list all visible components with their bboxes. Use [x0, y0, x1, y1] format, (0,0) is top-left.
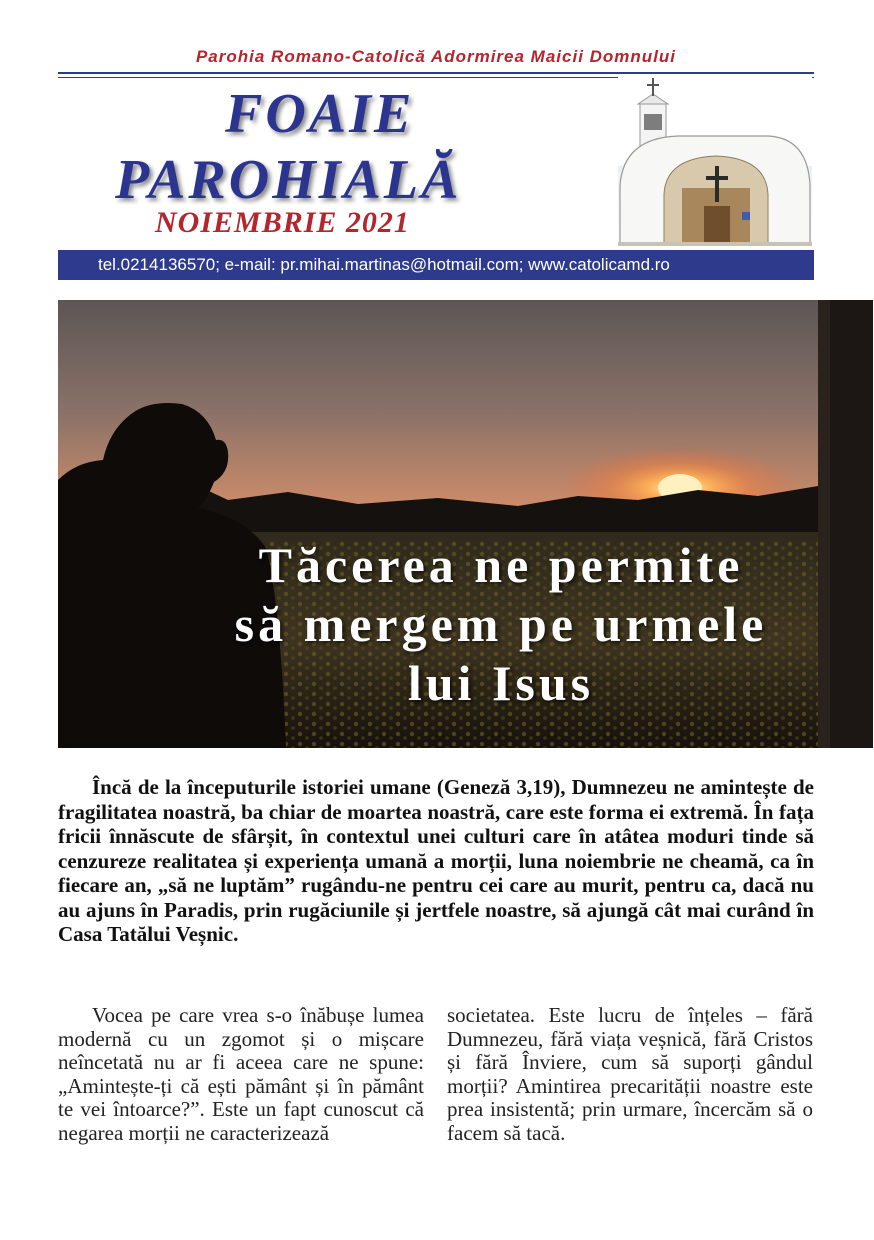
headline-line-1: Tăcerea ne permite	[258, 537, 744, 593]
headline-line-3: lui Isus	[407, 655, 595, 711]
cover-headline	[181, 536, 821, 713]
masthead-title-line2: PAROHIALĂ	[115, 149, 462, 211]
parish-name: Parohia Romano-Catolică Adormirea Maicii Domnului	[195, 47, 677, 66]
masthead-title-line1: FOAIE	[225, 83, 415, 145]
issue-date: NOIEMBRIE 2021	[155, 206, 410, 239]
lead-paragraph: Încă de la începuturile istoriei umane (Geneză 3,19), Dumnezeu ne amintește de fragilitatea noastră, ba chiar de moartea noastră, care este forma ei extremă. În fața fricii înnăscute de sfârșit, în contextul unei culturi care în atâtea moduri tinde să cenzureze realitatea și experiența umană a morții, luna noiembrie ne cheamă, ca în fiecare an, „să ne luptăm” rugându-ne pentru cei care au murit, pentru ca, dacă nu au ajuns în Paradis, prin rugăciunile și jertfele noastre, să ajungă cât mai curând în Casa Tatălui Veșnic.	[58, 775, 814, 946]
contact-bar: tel.0214136570; e-mail: pr.mihai.martinas@hotmail.com; www.catolicamd.ro	[58, 250, 814, 280]
body-column-left: Vocea pe care vrea s-o înăbușe lumea modernă cu un zgomot și o mișcare neîncetată nu ar fi aceea care ne spune: „Amintește-ți că ești pământ și în pământ te vei întoarce?”. Este un fapt cunoscut că negarea morții ne caracterizează	[58, 1003, 424, 1145]
church-photo	[618, 76, 812, 246]
cover-photo	[58, 300, 873, 748]
headline-line-2: să mergem pe urmele	[234, 596, 768, 652]
body-column-right: societatea. Este lucru de înțeles – fără Dumnezeu, fără viața veșnică, fără Cristos și fără Înviere, cum să suporți gândul morții? Amintirea precarității noastre este prea insistentă; prin urmare, încercăm să o facem să tacă.	[447, 1003, 813, 1145]
header-rule-top	[58, 72, 814, 74]
